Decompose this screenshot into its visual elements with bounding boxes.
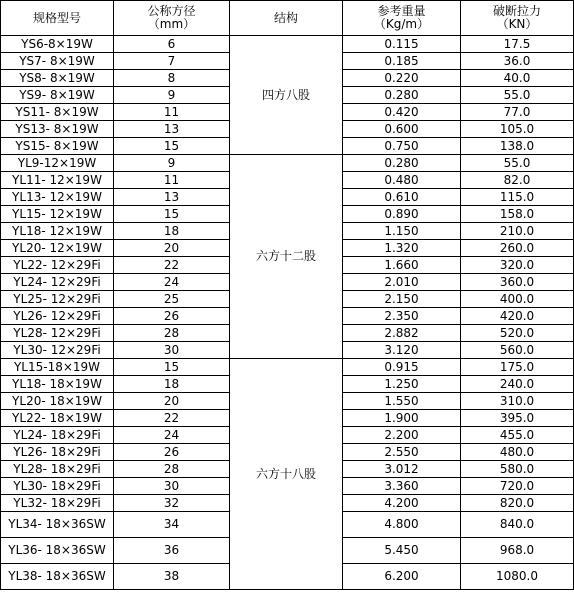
spec-cell: YL34- 18×36SW <box>1 512 114 538</box>
table-row <box>1 155 574 172</box>
diameter-cell: 6 <box>114 36 230 53</box>
diameter-cell: 11 <box>114 104 230 121</box>
weight-cell: 2.150 <box>343 291 461 308</box>
diameter-cell: 30 <box>114 342 230 359</box>
diameter-cell: 30 <box>114 478 230 495</box>
header-row <box>1 1 574 36</box>
weight-cell: 6.200 <box>343 564 461 590</box>
strength-cell: 77.0 <box>461 104 574 121</box>
strength-cell: 480.0 <box>461 444 574 461</box>
diameter-cell: 11 <box>114 172 230 189</box>
diameter-cell: 13 <box>114 121 230 138</box>
diameter-cell: 15 <box>114 138 230 155</box>
weight-cell: 2.550 <box>343 444 461 461</box>
weight-cell: 3.360 <box>343 478 461 495</box>
strength-cell: 210.0 <box>461 223 574 240</box>
spec-cell: YL30- 18×29Fi <box>1 478 114 495</box>
weight-cell: 2.350 <box>343 308 461 325</box>
diameter-cell: 38 <box>114 564 230 590</box>
diameter-cell: 20 <box>114 240 230 257</box>
strength-cell: 175.0 <box>461 359 574 376</box>
strength-cell: 320.0 <box>461 257 574 274</box>
weight-cell: 2.200 <box>343 427 461 444</box>
spec-cell: YL20- 18×19W <box>1 393 114 410</box>
spec-cell: YL13- 12×19W <box>1 189 114 206</box>
weight-cell: 0.600 <box>343 121 461 138</box>
strength-cell: 105.0 <box>461 121 574 138</box>
diameter-cell: 26 <box>114 444 230 461</box>
spec-cell: YL24- 18×29Fi <box>1 427 114 444</box>
diameter-cell: 34 <box>114 512 230 538</box>
diameter-cell: 18 <box>114 376 230 393</box>
diameter-cell: 22 <box>114 257 230 274</box>
spec-cell: YS13- 8×19W <box>1 121 114 138</box>
strength-cell: 138.0 <box>461 138 574 155</box>
diameter-cell: 26 <box>114 308 230 325</box>
diameter-cell: 36 <box>114 538 230 564</box>
spec-cell: YL28- 18×29Fi <box>1 461 114 478</box>
spec-cell: YL28- 12×29Fi <box>1 325 114 342</box>
header-strength-unit: （KN） <box>496 17 538 31</box>
diameter-cell: 20 <box>114 393 230 410</box>
spec-cell: YL22- 18×19W <box>1 410 114 427</box>
strength-cell: 1080.0 <box>461 564 574 590</box>
header-strength-title: 破断拉力 <box>492 4 541 18</box>
spec-cell: YL11- 12×19W <box>1 172 114 189</box>
weight-cell: 0.185 <box>343 53 461 70</box>
spec-cell: YL20- 12×19W <box>1 240 114 257</box>
spec-cell: YS15- 8×19W <box>1 138 114 155</box>
diameter-cell: 9 <box>114 155 230 172</box>
strength-cell: 36.0 <box>461 53 574 70</box>
spec-cell: YL24- 12×29Fi <box>1 274 114 291</box>
header-weight-unit: （Kg/m） <box>373 17 430 31</box>
weight-cell: 0.610 <box>343 189 461 206</box>
diameter-cell: 15 <box>114 206 230 223</box>
header-weight <box>343 1 461 36</box>
diameter-cell: 28 <box>114 325 230 342</box>
weight-cell: 0.915 <box>343 359 461 376</box>
structure-cell: 六方十八股 <box>230 359 343 590</box>
header-diameter <box>114 1 230 36</box>
weight-cell: 0.890 <box>343 206 461 223</box>
strength-cell: 400.0 <box>461 291 574 308</box>
spec-cell: YL32- 18×29Fi <box>1 495 114 512</box>
diameter-cell: 28 <box>114 461 230 478</box>
weight-cell: 1.150 <box>343 223 461 240</box>
strength-cell: 115.0 <box>461 189 574 206</box>
spec-cell: YL9-12×19W <box>1 155 114 172</box>
weight-cell: 3.012 <box>343 461 461 478</box>
strength-cell: 820.0 <box>461 495 574 512</box>
spec-cell: YS11- 8×19W <box>1 104 114 121</box>
header-diameter-title: 公称方径 <box>147 4 196 18</box>
diameter-cell: 13 <box>114 189 230 206</box>
header-spec: 规格型号 <box>1 1 114 36</box>
diameter-cell: 24 <box>114 274 230 291</box>
spec-cell: YS9- 8×19W <box>1 87 114 104</box>
strength-cell: 240.0 <box>461 376 574 393</box>
strength-cell: 260.0 <box>461 240 574 257</box>
spec-cell: YL18- 18×19W <box>1 376 114 393</box>
spec-cell: YL18- 12×19W <box>1 223 114 240</box>
weight-cell: 0.480 <box>343 172 461 189</box>
weight-cell: 0.280 <box>343 87 461 104</box>
diameter-cell: 8 <box>114 70 230 87</box>
weight-cell: 0.220 <box>343 70 461 87</box>
header-diameter-unit: （mm） <box>147 17 196 31</box>
header-strength <box>461 1 574 36</box>
weight-cell: 4.200 <box>343 495 461 512</box>
strength-cell: 395.0 <box>461 410 574 427</box>
diameter-cell: 32 <box>114 495 230 512</box>
table-row <box>1 36 574 53</box>
spec-cell: YL38- 18×36SW <box>1 564 114 590</box>
strength-cell: 560.0 <box>461 342 574 359</box>
strength-cell: 158.0 <box>461 206 574 223</box>
strength-cell: 720.0 <box>461 478 574 495</box>
spec-cell: YS8- 8×19W <box>1 70 114 87</box>
weight-cell: 0.115 <box>343 36 461 53</box>
weight-cell: 1.900 <box>343 410 461 427</box>
weight-cell: 1.320 <box>343 240 461 257</box>
strength-cell: 455.0 <box>461 427 574 444</box>
strength-cell: 840.0 <box>461 512 574 538</box>
strength-cell: 55.0 <box>461 155 574 172</box>
strength-cell: 420.0 <box>461 308 574 325</box>
strength-cell: 17.5 <box>461 36 574 53</box>
weight-cell: 3.120 <box>343 342 461 359</box>
strength-cell: 360.0 <box>461 274 574 291</box>
spec-cell: YL30- 12×29Fi <box>1 342 114 359</box>
diameter-cell: 15 <box>114 359 230 376</box>
weight-cell: 2.010 <box>343 274 461 291</box>
table-row <box>1 359 574 376</box>
structure-cell: 六方十二股 <box>230 155 343 359</box>
strength-cell: 310.0 <box>461 393 574 410</box>
structure-cell: 四方八股 <box>230 36 343 155</box>
spec-cell: YL36- 18×36SW <box>1 538 114 564</box>
diameter-cell: 18 <box>114 223 230 240</box>
weight-cell: 0.750 <box>343 138 461 155</box>
weight-cell: 2.882 <box>343 325 461 342</box>
strength-cell: 55.0 <box>461 87 574 104</box>
spec-cell: YL22- 12×29Fi <box>1 257 114 274</box>
header-weight-title: 参考重量 <box>377 4 426 18</box>
spec-cell: YL15- 12×19W <box>1 206 114 223</box>
weight-cell: 0.420 <box>343 104 461 121</box>
spec-table-body <box>1 1 574 590</box>
spec-cell: YL25- 12×29Fi <box>1 291 114 308</box>
weight-cell: 1.250 <box>343 376 461 393</box>
strength-cell: 520.0 <box>461 325 574 342</box>
header-structure: 结构 <box>230 1 343 36</box>
strength-cell: 82.0 <box>461 172 574 189</box>
weight-cell: 4.800 <box>343 512 461 538</box>
strength-cell: 40.0 <box>461 70 574 87</box>
spec-cell: YS7- 8×19W <box>1 53 114 70</box>
spec-cell: YL26- 18×29Fi <box>1 444 114 461</box>
weight-cell: 5.450 <box>343 538 461 564</box>
diameter-cell: 7 <box>114 53 230 70</box>
weight-cell: 0.280 <box>343 155 461 172</box>
spec-cell: YL26- 12×29Fi <box>1 308 114 325</box>
weight-cell: 1.550 <box>343 393 461 410</box>
strength-cell: 580.0 <box>461 461 574 478</box>
diameter-cell: 9 <box>114 87 230 104</box>
diameter-cell: 25 <box>114 291 230 308</box>
strength-cell: 968.0 <box>461 538 574 564</box>
diameter-cell: 22 <box>114 410 230 427</box>
spec-cell: YS6-8×19W <box>1 36 114 53</box>
spec-cell: YL15-18×19W <box>1 359 114 376</box>
diameter-cell: 24 <box>114 427 230 444</box>
weight-cell: 1.660 <box>343 257 461 274</box>
